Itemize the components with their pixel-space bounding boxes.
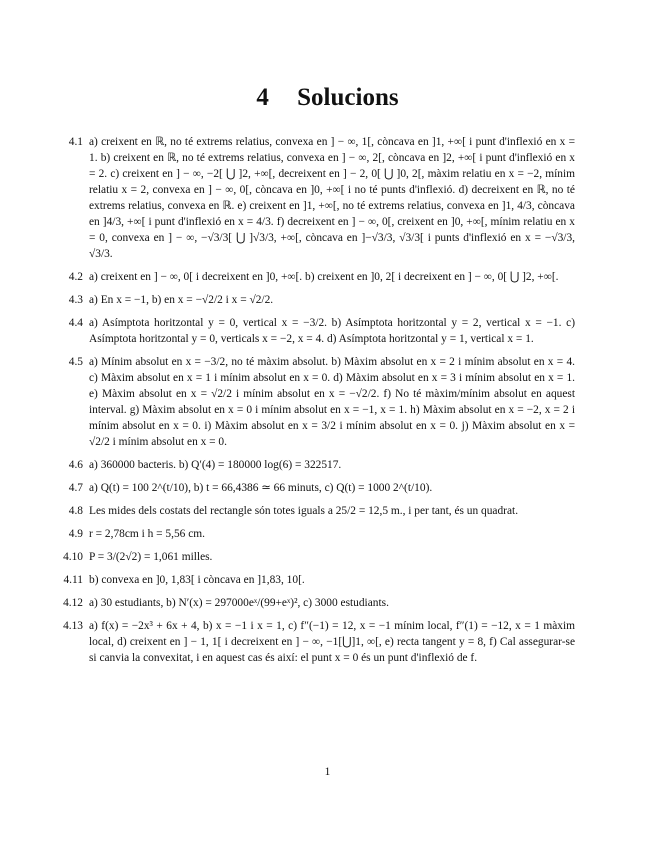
solution-text: b) convexa en ]0, 1,83[ i còncava en ]1,83, 10[.: [89, 574, 305, 586]
solution-text: Les mides dels costats del rectangle són totes iguals a 25/2 = 12,5 m., i per tant, és un quadrat.: [89, 505, 519, 517]
solution-text: P = 3/(2√2) = 1,061 milles.: [89, 551, 213, 563]
solution-number: 4.8: [68, 505, 83, 517]
solution-item: [59, 292, 575, 308]
solution-number: 4.6: [68, 459, 83, 471]
solution-item: [59, 595, 575, 611]
solution-number: 4.4: [68, 317, 83, 329]
section-heading: [0, 84, 655, 112]
solution-number: 4.10: [63, 551, 83, 563]
solution-number: 4.2: [68, 271, 83, 283]
solution-text: a) En x = −1, b) en x = −√2/2 i x = √2/2.: [89, 294, 274, 306]
solution-text: a) f(x) = −2x³ + 6x + 4, b) x = −1 i x = 1, c) f″(−1) = 12, x = −1 mínim local, f″(1) = −12, x = 1 màxim local, d) creixent en ] − 1, 1[ i decreixent en ] − ∞, −1[⋃]1, ∞[, e) recta tangent y = 8, f) Cal assegurar-se si canvia la convexitat, i en aquest cas és així: el punt x = 0 és un punt d'inflexió de f.: [89, 620, 575, 664]
solution-text: a) creixent en ℝ, no té extrems relatius, convexa en ] − ∞, 1[, còncava en ]1, +∞[ i punt d'inflexió en x = 1. b) creixent en ℝ, no té extrems relatius, convexa en ] − ∞, 2[, còncava en ]2, +∞[ i punt d'inflexió en x = 2. c) creixent en ] − ∞, −2[ ⋃ ]2, +∞[, decreixent en ] − 2, 0[ ⋃ ]0, 2[, màxim relatiu en x = −2, mínim relatiu x = 2, convexa en ] − ∞, 0[, còncava en ]0, +∞[ i no té punts d'inflexió. d) decreixent en ℝ, no té extrems relatius, convexa en ℝ. e) creixent en ]1, +∞[, no té extrems relatius, convexa en ]1, 4/3, còncava en ]4/3, +∞[ i punt d'inflexió en x = 4/3. f) decreixent en ] − ∞, 0[, creixent en ]0, +∞[, mínim relatiu en x = 0, convexa en ] − ∞, −√3/3[ ⋃ ]√3/3, +∞[, còncava en ]−√3/3, √3/3[ i punts d'inflexió en x = −√3/3, √3/3.: [89, 136, 575, 260]
solution-number: 4.5: [68, 356, 83, 368]
page-number: 1: [324, 766, 331, 778]
solution-number: 4.7: [68, 482, 83, 494]
solution-number: 4.12: [63, 597, 83, 609]
solution-item: [59, 354, 575, 450]
solution-item: [59, 480, 575, 496]
solution-item: [59, 572, 575, 588]
solution-number: 4.11: [63, 574, 83, 586]
solution-item: [59, 269, 575, 285]
solutions-list: [59, 134, 575, 673]
solution-item: [59, 503, 575, 519]
section-number: 4: [256, 84, 269, 111]
solution-number: 4.13: [63, 620, 83, 632]
solution-item: [59, 618, 575, 666]
solution-item: [59, 457, 575, 473]
solution-number: 4.3: [68, 294, 83, 306]
solution-text: a) 30 estudiants, b) N′(x) = 297000eˣ/(99+eˣ)², c) 3000 estudiants.: [89, 597, 389, 609]
solution-item: [59, 549, 575, 565]
solution-item: [59, 526, 575, 542]
solution-text: a) 360000 bacteris. b) Q′(4) = 180000 log(6) = 322517.: [89, 459, 342, 471]
solution-text: r = 2,78cm i h = 5,56 cm.: [89, 528, 205, 540]
solution-item: [59, 315, 575, 347]
solution-text: a) Asímptota horitzontal y = 0, vertical x = −3/2. b) Asímptota horitzontal y = 2, vertical x = −1. c) Asímptota horitzontal y = 0, verticals x = −2, x = 4. d) Asímptota horitzontal y = 1, vertical x = 1.: [89, 317, 575, 345]
solution-text: a) Mínim absolut en x = −3/2, no té màxim absolut. b) Màxim absolut en x = 2 i mínim absolut en x = 4. c) Màxim absolut en x = 1 i mínim absolut en x = 0. d) Màxim absolut en x = 3 i mínim absolut en x = 1. e) Màxim absolut en x = √2/2 i mínim absolut en x = −√2/2. f) No té màxim/mínim absolut en aquest interval. g) Màxim absolut en x = 0 i mínim absolut en x = −1, x = 1. h) Màxim absolut en x = −2, x = 2 i mínim absolut en x = 0. i) Màxim absolut en x = 3/2 i mínim absolut en x = 0. j) Màxim absolut en x = √2/2 i mínim absolut en x = 0.: [89, 356, 575, 448]
solution-text: a) Q(t) = 100 2^(t/10), b) t = 66,4386 ≃ 66 minuts, c) Q(t) = 1000 2^(t/10).: [89, 482, 433, 494]
solution-text: a) creixent en ] − ∞, 0[ i decreixent en ]0, +∞[. b) creixent en ]0, 2[ i decreixent en ] − ∞, 0[ ⋃ ]2, +∞[.: [89, 271, 559, 283]
section-title: Solucions: [297, 84, 399, 111]
solution-item: [59, 134, 575, 262]
solution-number: 4.1: [68, 136, 83, 148]
solution-number: 4.9: [68, 528, 83, 540]
